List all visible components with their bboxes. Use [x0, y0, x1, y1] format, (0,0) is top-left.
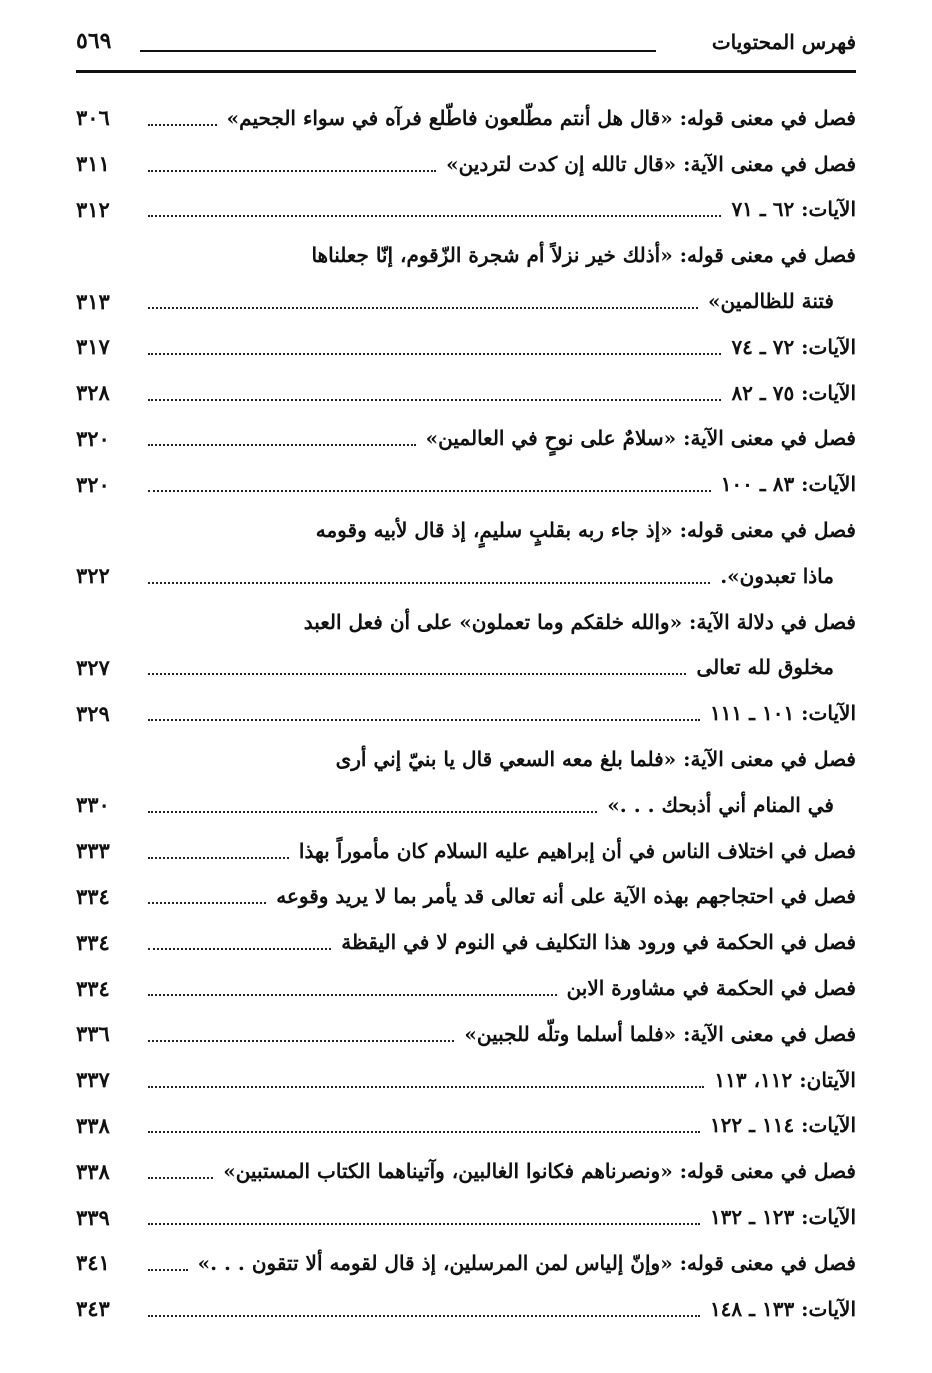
dot-leader	[148, 399, 721, 401]
toc-entry-page: ٣٣٣	[76, 838, 110, 864]
dot-leader	[148, 1223, 700, 1225]
toc-entry-title: الآيات: ٧٥ ـ ٨٢	[731, 380, 856, 405]
toc-entry	[76, 965, 856, 1011]
toc-entry-page: ٣٢٠	[76, 471, 110, 497]
dot-leader	[148, 1315, 700, 1317]
toc-entry	[76, 507, 856, 553]
dot-leader	[148, 857, 289, 859]
dot-leader	[148, 1040, 454, 1042]
toc-entry-page: ٣١٢	[76, 196, 110, 222]
toc-entry-page: ٣٢٠	[76, 425, 110, 451]
toc-entry	[76, 1148, 856, 1194]
dot-leader	[148, 1086, 704, 1088]
dot-leader	[148, 1269, 188, 1271]
toc-entry-page: ٣٣٨	[76, 1158, 110, 1184]
toc-entry-page: ٣٣٩	[76, 1204, 110, 1230]
toc-entry	[76, 232, 856, 278]
toc-entry-title: فتنة للظالمين»	[708, 289, 834, 314]
dot-leader	[148, 170, 436, 172]
toc-entry-title: الآيتان: ١١٢، ١١٣	[714, 1067, 856, 1092]
toc-entry-page: ٣٣٤	[76, 883, 110, 909]
toc-entry-page: ٣٢٨	[76, 380, 110, 406]
toc-entry-title: فصل في معنى الآية: «سلامٌ على نوحٍ في العالمين»	[425, 426, 856, 451]
toc-entry-title: في المنام أني أذبحك . . .»	[607, 792, 834, 817]
dot-leader	[148, 444, 416, 446]
toc-entry	[76, 1240, 856, 1286]
dot-leader	[148, 719, 700, 721]
toc-entry	[76, 95, 856, 141]
toc-entry-title: الآيات: ١٣٣ ـ ١٤٨	[709, 1296, 856, 1321]
toc-entry	[76, 874, 856, 920]
toc-entry-title: الآيات: ٨٣ ـ ١٠٠	[720, 472, 856, 497]
toc-entry-title: فصل في معنى قوله: «إذ جاء ربه بقلبٍ سليمٍ، إذ قال لأبيه وقومه	[315, 518, 856, 543]
toc-entry-page: ٣١١	[76, 151, 110, 177]
toc-entry-title: فصل في الحكمة في ورود هذا التكليف في النوم لا في اليقظة	[341, 930, 856, 955]
toc-entry	[76, 1286, 856, 1332]
toc-entry-title: فصل في معنى الآية: «فلما بلغ معه السعي قال يا بنيّ إني أرى	[335, 747, 856, 772]
toc-entry	[76, 1011, 856, 1057]
toc-entry	[76, 645, 856, 691]
toc-entry	[76, 1057, 856, 1103]
toc-entry-page: ٣٤١	[76, 1250, 110, 1276]
toc-entry-title: فصل في الحكمة في مشاورة الابن	[566, 976, 856, 1001]
dot-leader	[148, 582, 710, 584]
toc-entry-page: ٣١٧	[76, 334, 110, 360]
toc-entry-page: ٣٢٧	[76, 654, 110, 680]
toc-entry	[76, 782, 856, 828]
running-title: فهرس المحتويات	[711, 30, 856, 54]
toc-entry-title: الآيات: ١٢٣ ـ ١٣٢	[709, 1205, 856, 1230]
toc-entry-page: ٣٣٦	[76, 1021, 110, 1047]
toc-entry-page: ٣٣٠	[76, 792, 110, 818]
dot-leader	[148, 490, 711, 492]
toc-entry	[76, 690, 856, 736]
toc-entry-page: ٣٣٤	[76, 975, 110, 1001]
toc-entry-title: فصل في معنى قوله: «ونصرناهم فكانوا الغالبين، وآتيناهما الكتاب المستبين»	[223, 1159, 856, 1184]
toc-entry	[76, 278, 856, 324]
dot-leader	[148, 215, 721, 217]
toc-entry	[76, 599, 856, 645]
toc-entry-title: فصل في معنى قوله: «قال هل أنتم مطّلعون فاطّلع فرآه في سواء الجحيم»	[226, 105, 856, 130]
toc-entry-title: الآيات: ٧٢ ـ ٧٤	[731, 334, 856, 359]
toc-entry	[76, 370, 856, 416]
toc-entry	[76, 553, 856, 599]
dot-leader	[148, 124, 217, 126]
toc-entry	[76, 919, 856, 965]
toc-entry	[76, 461, 856, 507]
dot-leader	[148, 902, 266, 904]
toc-entry-page: ٣٠٦	[76, 105, 110, 131]
toc-entry-page: ٣٤٣	[76, 1296, 110, 1322]
toc-entry-page: ٣٣٨	[76, 1112, 110, 1138]
dot-leader	[148, 1177, 213, 1179]
dot-leader	[148, 1131, 700, 1133]
toc-entry-title: فصل في معنى قوله: «وإنّ إلياس لمن المرسلين، إذ قال لقومه ألا تتقون . . .»	[197, 1250, 856, 1275]
toc-entry-title: ماذا تعبدون».	[720, 563, 834, 588]
toc-entry-page: ٣٢٩	[76, 700, 110, 726]
dot-leader	[148, 353, 721, 355]
header-divider	[76, 70, 856, 73]
toc-entry-title: فصل في معنى الآية: «قال تالله إن كدت لتردين»	[446, 151, 856, 176]
toc-entry-page: ٣٣٧	[76, 1067, 110, 1093]
toc-entry-page: ٣٢٢	[76, 563, 110, 589]
toc-entry-title: الآيات: ١٠١ ـ ١١١	[709, 701, 856, 726]
toc-entry	[76, 141, 856, 187]
toc-entry	[76, 1194, 856, 1240]
dot-leader	[148, 994, 557, 996]
toc-entry-title: مخلوق لله تعالى	[696, 655, 834, 680]
toc-entry-title: فصل في معنى الآية: «فلما أسلما وتلّه للجبين»	[464, 1021, 856, 1046]
toc-entry	[76, 1103, 856, 1149]
toc-entry	[76, 324, 856, 370]
toc-entry-title: الآيات: ٦٢ ـ ٧١	[731, 197, 856, 222]
toc-entry-title: فصل في معنى قوله: «أذلك خير نزلاً أم شجرة الزّقوم، إنّا جعلناها	[311, 243, 856, 268]
dot-leader	[148, 307, 698, 309]
toc-entry-title: فصل في دلالة الآية: «والله خلقكم وما تعملون» على أن فعل العبد	[303, 609, 856, 634]
toc-entry	[76, 416, 856, 462]
toc-entry-page: ٣٣٤	[76, 929, 110, 955]
page-number: ٥٦٩	[76, 28, 112, 54]
dot-leader	[148, 948, 331, 950]
toc-entry-title: فصل في اختلاف الناس في أن إبراهيم عليه السلام كان مأموراً بهذا	[298, 838, 856, 863]
header-rule	[140, 50, 656, 52]
toc-entry	[76, 736, 856, 782]
toc-entry-title: فصل في احتجاجهم بهذه الآية على أنه تعالى قد يأمر بما لا يريد وقوعه	[276, 884, 856, 909]
page-header	[76, 28, 856, 68]
toc-list	[76, 95, 856, 1332]
toc-entry	[76, 828, 856, 874]
dot-leader	[148, 673, 686, 675]
toc-entry-title: الآيات: ١١٤ ـ ١٢٢	[709, 1113, 856, 1138]
toc-entry	[76, 187, 856, 233]
toc-entry-page: ٣١٣	[76, 288, 110, 314]
dot-leader	[148, 811, 597, 813]
